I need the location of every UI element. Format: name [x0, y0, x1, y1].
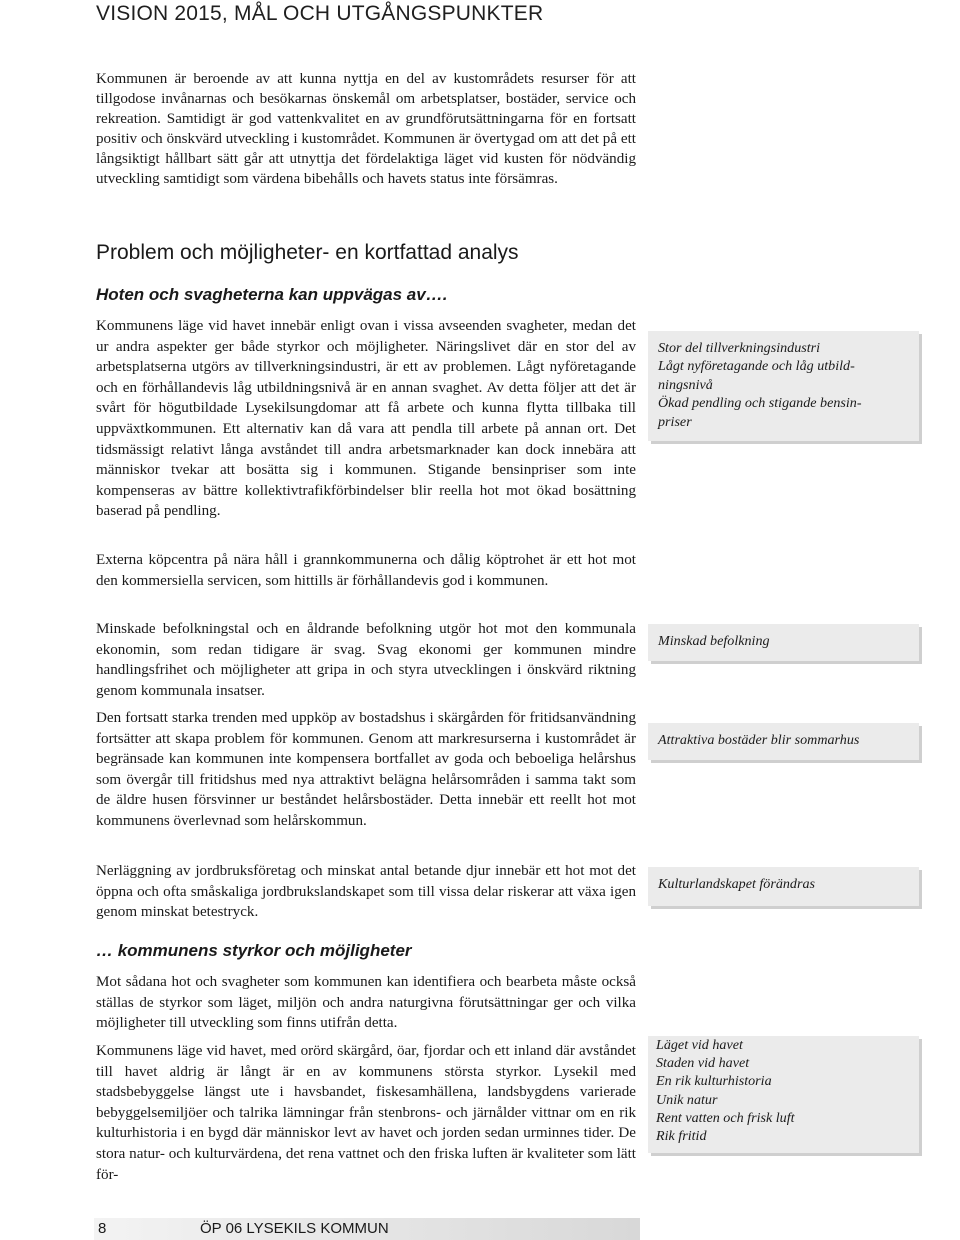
- sidebar-box-strengths: [648, 1036, 919, 1153]
- threats-paragraph-5: Nerläggning av jordbruksföretag och minskat antal betande djur innebär ett hot mot det öppna och ofta småskaliga jordbrukslandskapet som till vissa delar riskerar att växa igen genom minskat betestryck.: [96, 863, 636, 921]
- strengths-paragraph-2: Kommunens läge vid havet, med orörd skärgård, öar, fjordar och ett inland där avståndet till havet aldrig är långt är en av kommunens största styrkor. Lysekil med stadsbebyggelse längst ute i havsbandet, fiskesamhällena, landsbygdens varierade bebyggelsemiljöer och talrika lämningar från stenbrons- och järnålder vittnar om en rik kulturhistoria i en bygd där människor levt av havet och jorden sedan urminnes tider. De stora natur- och kulturvärdena, det rena vattnet och den friska luften är kvaliteter som lätt för-: [96, 1043, 636, 1183]
- sidebar-box-line: Läget vid havet: [656, 1037, 743, 1053]
- intro-paragraph: Kommunen är beroende av att kunna nyttja en del av kustområdets resurser för att tillgodose invånarnas och besökarnas önskemål om arbetsplatser, bostäder, service och rekreation. Samtidigt är god vattenkvalitet en av grundförutsättningarna för en fortsatt positiv och önskvärd utveckling i kustområdet. Kommunen är övertygad om att det på ett långsiktigt hållbart sätt går att utnyttja det fördelaktiga läget vid kusten för nödvändig utveckling samtidigt som värdena bibehålls och havets status inte försämras.: [96, 71, 636, 187]
- sidebar-box-line: Minskad befolkning: [658, 633, 770, 649]
- section-heading: Problem och möjligheter- en kortfattad analys: [96, 241, 519, 264]
- sidebar-box-line: Rik fritid: [656, 1128, 707, 1145]
- sidebar-box-weaknesses: [648, 331, 919, 441]
- sidebar-box-line: Ökad pendling och stigande bensin-: [658, 395, 862, 412]
- sidebar-box-population: [648, 624, 919, 661]
- sidebar-box-housing: [648, 723, 919, 760]
- sidebar-box-line: Attraktiva bostäder blir sommarhus: [658, 732, 860, 748]
- sidebar-box-line: priser: [658, 413, 692, 430]
- sidebar-box-line: ningsnivå: [658, 376, 713, 393]
- sidebar-box-line: Lågt nyföretagande och låg utbild-: [658, 358, 855, 375]
- sidebar-box-line: Kulturlandskapet förändras: [658, 876, 815, 892]
- sidebar-box-line: Stor del tillverkningsindustri: [658, 340, 821, 356]
- sidebar-box-line: Rent vatten och frisk luft: [656, 1109, 795, 1126]
- footer-publication-title: ÖP 06 LYSEKILS KOMMUN: [200, 1220, 389, 1237]
- threats-paragraph-4: Den fortsatt starka trenden med uppköp av bostadshus i skärgården för fritidsanvändning fortsätter att skapa problem för kommunen. Genom att markresurserna i kustområdet är begränsade kan kommunen inte kompensera bortfallet av goda och beboeliga helårshus som övergår till fritidshus med nya attraktivt belägna helårsområden i samma takt som de äldre husen försvinner ur beståndet helårsbostäder. Detta innebär ett reellt hot mot kommunens överlevnad som helårskommun.: [96, 710, 636, 829]
- threats-paragraph-3: Minskade befolkningstal och en åldrande befolkning utgör hot mot den kommunala ekonomin, som redan tidigare är svag. Svag ekonomi ger kommunen mindre handlingsfrihet och möjligheter att gripa in och styra utvecklingen i önskvärd riktning genom kommunala insatser.: [96, 621, 636, 699]
- threats-heading: Hoten och svagheterna kan uppvägas av….: [96, 285, 448, 304]
- sidebar-box-line: En rik kulturhistoria: [656, 1073, 772, 1090]
- strengths-paragraph-1: Mot sådana hot och svagheter som kommunen kan identifiera och bearbeta måste också ställas de styrkor som läget, miljön och andra naturgivna förutsättningar ger och vilka möjligheter till utveckling som finns utifrån detta.: [96, 974, 636, 1032]
- footer-page-number: 8: [98, 1220, 107, 1237]
- sidebar-box-landscape: [648, 867, 919, 906]
- threats-paragraph-1: Kommunens läge vid havet innebär enligt ovan i vissa avseenden svagheter, medan det ur andra aspekter ger både styrkor och möjligheter. Näringslivet där en stor del av arbetsplatserna utgörs av tillverkningsindustri, är ett av problemen. Lågt nyföretagande och en förhållandevis låg utbildningsnivå är en annan svaghet. Av detta följer att det är svårt för högutbildade Lysekilsungdomar att få arbete och kunna flytta tillbaka till uppväxtkommunen. Ett alternativ kan då vara att pendla till arbete på annan ort. Det tidsmässigt relativt långa avståndet till andra arbetsmarknader kan dock innebära att människor tvekar att bosätta sig i kommunen. Stigande bensinpriser som inte kompenseras av bättre kollektivtrafikförbindelser blir reella hot mot ökad bosättning baserad på pendling.: [96, 318, 636, 520]
- sidebar-box-line: Staden vid havet: [656, 1055, 750, 1072]
- page-header-title: VISION 2015, MÅL OCH UTGÅNGSPUNKTER: [96, 2, 544, 25]
- sidebar-box-line: Unik natur: [656, 1091, 718, 1108]
- strengths-heading: … kommunens styrkor och möjligheter: [96, 941, 412, 960]
- threats-paragraph-2: Externa köpcentra på nära håll i grannkommunerna och dålig köptrohet är ett hot mot den kommersiella servicen, som hittills är förhållandevis god i kommunen.: [96, 552, 636, 589]
